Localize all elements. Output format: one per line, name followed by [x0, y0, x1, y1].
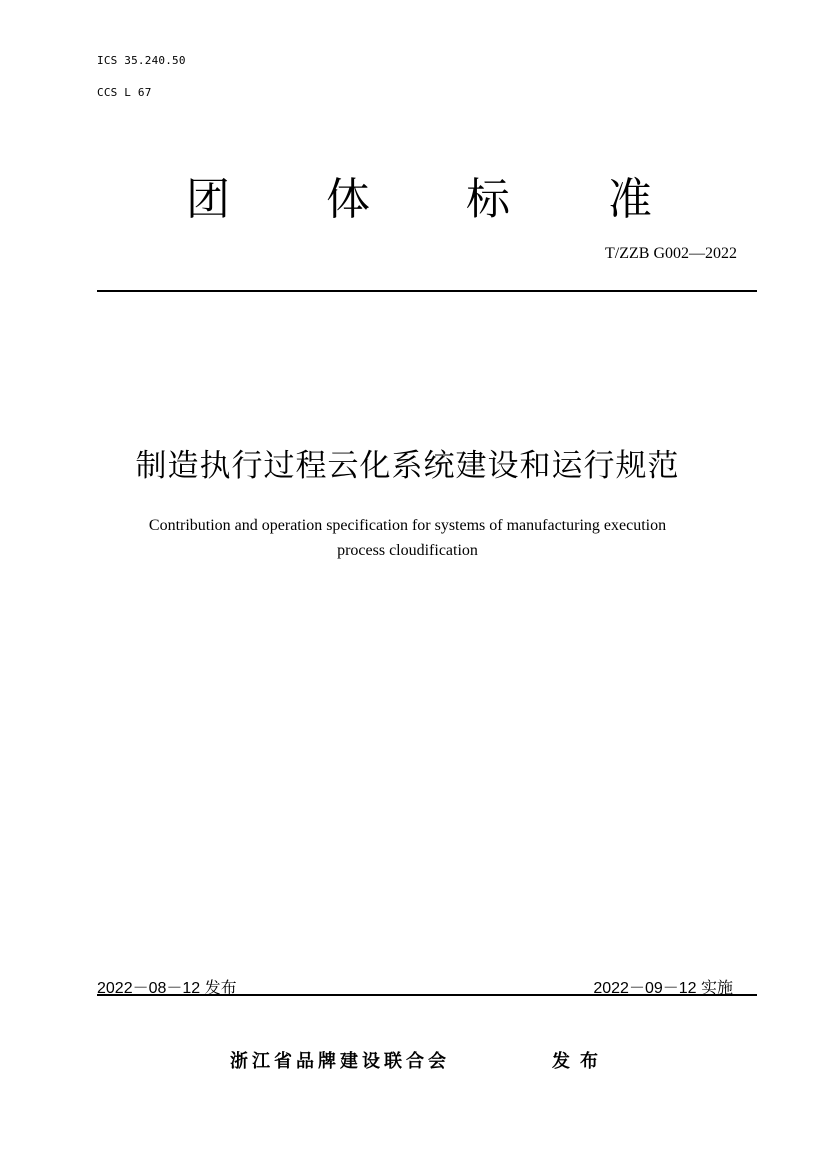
english-title-line-1: Contribution and operation specification for systems of manufacturing execution [148, 517, 667, 534]
bottom-divider [97, 994, 757, 996]
standard-type-char: 准 [608, 174, 652, 225]
issuing-action: 发布 [552, 1051, 608, 1072]
top-divider [97, 290, 757, 292]
standard-type-char: 体 [326, 174, 370, 225]
implementation-date: 2022－09－12 实施 [593, 980, 733, 997]
standard-number: T/ZZB G002—2022 [605, 245, 737, 262]
document-title-chinese: 制造执行过程云化系统建设和运行规范 [135, 448, 680, 484]
standard-type-heading [0, 170, 815, 230]
issuing-organization: 浙江省品牌建设联合会 [230, 1051, 450, 1072]
document-title-english [80, 513, 735, 563]
standard-type-char: 标 [466, 174, 510, 225]
ccs-code: CCS L 67 [97, 86, 152, 99]
standard-type-char: 团 [186, 174, 230, 225]
ics-code: ICS 35.240.50 [97, 54, 186, 67]
english-title-line-2: process cloudification [337, 542, 478, 559]
publish-date: 2022－08－12 发布 [97, 980, 237, 997]
